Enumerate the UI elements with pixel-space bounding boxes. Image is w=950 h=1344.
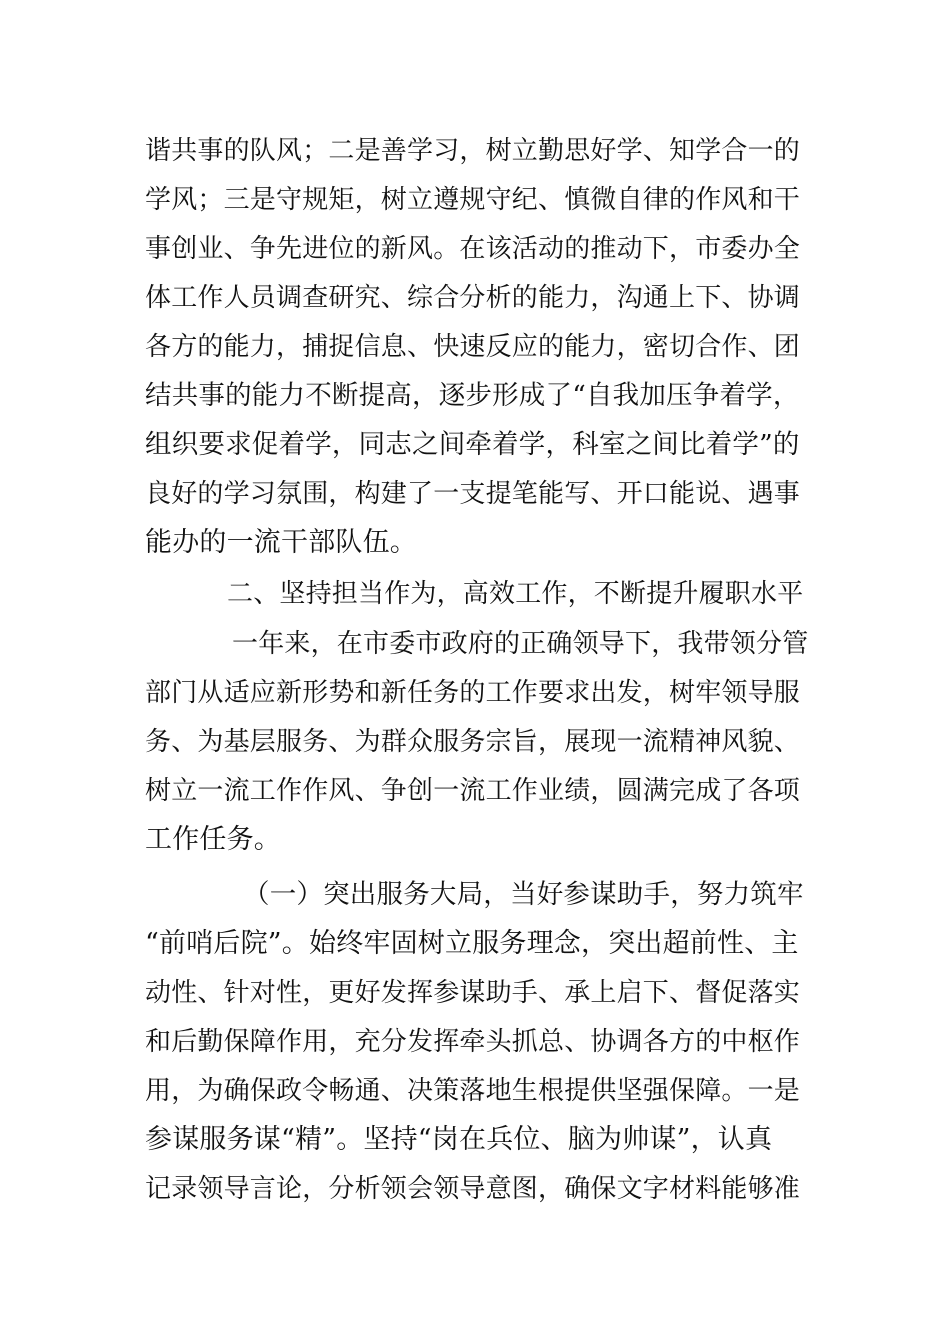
subsection-heading: （一）突出服务大局，当好参谋助手，努力筑牢	[243, 879, 804, 910]
body-text-line: 各方的能力，捕捉信息、快速反应的能力，密切合作、团	[145, 332, 801, 362]
body-text-line: 结共事的能力不断提高，逐步形成了“自我加压争着学，	[145, 380, 800, 411]
body-text-line: “前哨后院”。始终牢固树立服务理念，突出超前性、主	[145, 928, 799, 959]
body-text-line: 事创业、争先进位的新风。在该活动的推动下，市委办全	[145, 234, 801, 264]
body-text-line: 能办的一流干部队伍。	[145, 527, 417, 558]
body-text-line: 谐共事的队风；二是善学习，树立勤思好学、知学合一的	[145, 136, 801, 166]
body-text-line: 和后勤保障作用，充分发挥牵头抓总、协调各方的中枢作	[145, 1027, 801, 1057]
body-text-line: 组织要求促着学，同志之间牵着学，科室之间比着学”的	[145, 429, 800, 460]
body-text-line: 参谋服务谋“精”。坚持“岗在兵位、脑为帅谋”，认真	[145, 1124, 773, 1155]
body-text-line: 工作任务。	[145, 824, 281, 855]
section-heading: 二、坚持担当作为，高效工作，不断提升履职水平	[227, 579, 804, 609]
body-text-line: 动性、针对性，更好发挥参谋助手、承上启下、督促落实	[145, 978, 801, 1008]
body-text-line: 部门从适应新形势和新任务的工作要求出发，树牢领导服	[145, 678, 801, 708]
body-text-line: 记录领导言论，分析领会领导意图，确保文字材料能够准	[145, 1174, 801, 1204]
body-text-line: 一年来，在市委市政府的正确领导下，我带领分管	[232, 629, 809, 659]
body-text-line: 用，为确保政令畅通、决策落地生根提供坚强保障。一是	[145, 1076, 801, 1106]
body-text-line: 学风；三是守规矩，树立遵规守纪、慎微自律的作风和干	[145, 185, 801, 215]
body-text-line: 体工作人员调查研究、综合分析的能力，沟通上下、协调	[145, 283, 801, 313]
body-text-line: 良好的学习氛围，构建了一支提笔能写、开口能说、遇事	[145, 479, 801, 509]
body-text-line: 务、为基层服务、为群众服务宗旨，展现一流精神风貌、	[145, 727, 801, 757]
body-text-line: 树立一流工作作风、争创一流工作业绩，圆满完成了各项	[145, 776, 801, 806]
